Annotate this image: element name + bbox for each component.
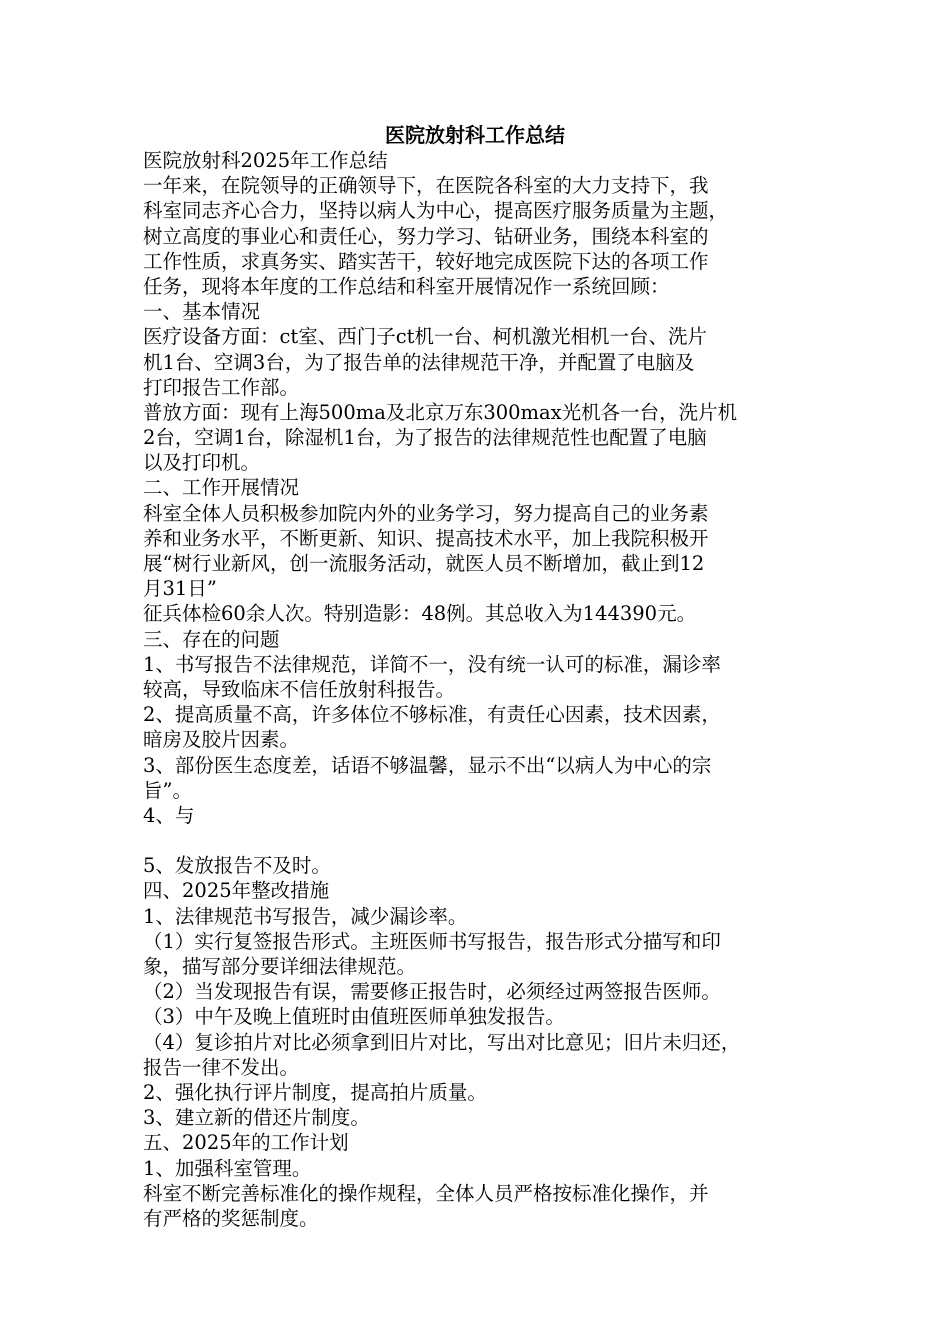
text-line: 任务，现将本年度的工作总结和科室开展情况作一系统回顾： [143,274,670,298]
text-line: 树立高度的事业心和责任心，努力学习、钻研业务，围绕本科室的 [143,224,709,248]
text-line: 科室全体人员积极参加院内外的业务学习，努力提高自己的业务素 [143,501,709,525]
text-line: 以及打印机。 [143,451,261,475]
text-line: 1、加强科室管理。 [143,1156,312,1180]
document-title: 医院放射科工作总结 [385,123,565,147]
text-line: 1、书写报告不法律规范，详简不一，没有统一认可的标准，漏诊率 [143,652,721,676]
text-line: 三、存在的问题 [143,627,280,651]
text-line: 暗房及胶片因素。 [143,728,300,752]
text-line: 医院放射科2025年工作总结 [143,149,388,172]
text-line: 机1台、空调3台，为了报告单的法律规范干净，并配置了电脑及 [143,350,695,374]
text-line: 象，描写部分要详细法律规范。 [143,955,417,978]
text-line: 1、法律规范书写报告，减少漏诊率。 [143,904,468,928]
text-line: 工作性质，求真务实、踏实苦干，较好地完成医院下达的各项工作 [143,249,709,273]
text-line: 科室同志齐心合力，坚持以病人为中心，提高医疗服务质量为主题， [143,199,729,223]
text-line: 征兵体检60余人次。特别造影：48例。其总收入为144390元。 [143,602,697,626]
text-line: （1）实行复签报告形式。主班医师书写报告，报告形式分描写和印 [143,929,721,953]
text-line: 5、发放报告不及时。 [143,854,331,878]
text-line [143,828,815,853]
text-line: 有严格的奖惩制度。 [143,1206,319,1230]
text-line: 3、建立新的借还片制度。 [143,1106,370,1130]
text-line: （2）当发现报告有误，需要修正报告时，必须经过两签报告医师。 [143,980,721,1004]
text-line: 四、2025年整改措施 [143,879,330,903]
text-line: 打印报告工作部。 [143,375,300,399]
text-line: （4）复诊拍片对比必须拿到旧片对比，写出对比意见；旧片未归还， [143,1030,741,1054]
text-line: 普放方面：现有上海500ma及北京万东300max光机各一台，洗片机 [143,400,738,424]
text-line: 3、部份医生态度差，话语不够温馨，显示不出“以病人为中心的宗 [143,753,712,777]
text-line: 展“树行业新风，创一流服务活动，就医人员不断增加，截止到12 [143,552,705,575]
text-line: 一、基本情况 [143,300,261,324]
text-line: 五、2025年的工作计划 [143,1131,349,1155]
text-line: 2台，空调1台，除湿机1台，为了报告的法律规范性也配置了电脑 [143,426,707,450]
text-line: 2、提高质量不高，许多体位不够标准，有责任心因素，技术因素， [143,703,721,727]
text-line: 养和业务水平，不断更新、知识、提高技术水平，加上我院积极开 [143,526,709,550]
text-line: 月31日” [143,577,217,601]
text-line: 4、与 [143,803,195,827]
text-line: 科室不断完善标准化的操作规程，全体人员严格按标准化操作，并 [143,1181,709,1205]
text-line: 旨”。 [143,778,192,802]
text-line: 2、强化执行评片制度，提高拍片质量。 [143,1080,487,1104]
text-line: 一年来，在院领导的正确领导下，在医院各科室的大力支持下，我 [143,174,709,198]
text-line: （3）中午及晚上值班时由值班医师单独发报告。 [143,1005,565,1029]
text-line: 报告一律不发出。 [143,1055,300,1079]
text-line: 二、工作开展情况 [143,476,300,500]
text-line: 医疗设备方面：ct室、西门子ct机一台、柯机激光相机一台、洗片 [143,325,708,349]
document-body [143,148,815,1231]
text-line: 较高，导致临床不信任放射科报告。 [143,677,456,701]
